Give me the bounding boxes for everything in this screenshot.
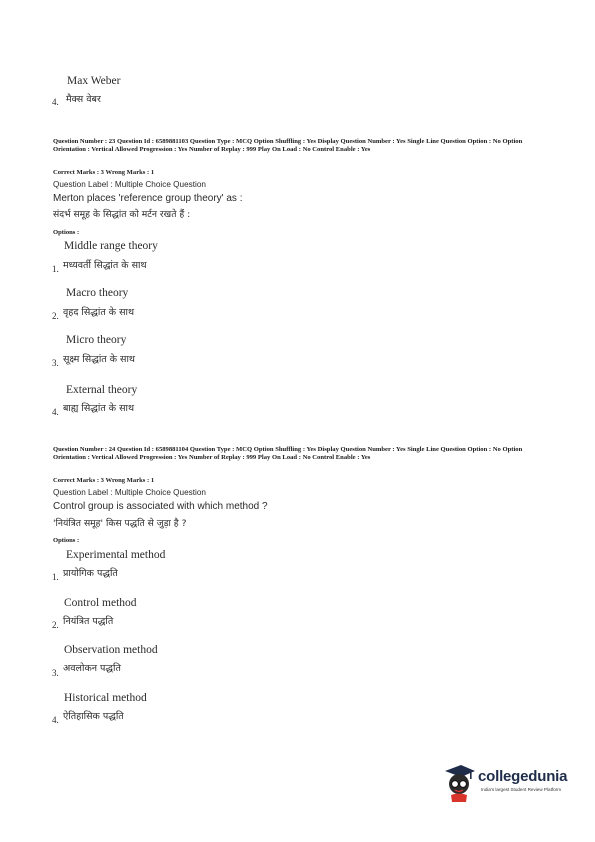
options-label: Options : <box>53 537 80 544</box>
option-text-hi: वृहद सिद्धांत के साथ <box>63 307 135 318</box>
question-text-en: Merton places 'reference group theory' as : <box>53 193 243 204</box>
question-marks: Correct Marks : 3 Wrong Marks : 1 <box>53 477 155 484</box>
mascot-icon <box>441 762 477 802</box>
option-number: 4. <box>52 97 59 107</box>
option-text-hi: ऐतिहासिक पद्धति <box>63 711 124 722</box>
question-meta: Question Number : 24 Question Id : 6589881104 Question Type : MCQ Option Shuffling : Yes Display Question Number : Yes Single Line Question Option : No Option Orientation : Vertical Allowed Progression : Yes Number of Replay : 999 Play On Load : No Control Enable : Yes <box>53 446 523 461</box>
option-text-en: Micro theory <box>66 334 127 346</box>
option-text-en: Control method <box>64 597 137 609</box>
question-text-hi: 'नियंत्रित समूह' किस पद्धति से जुड़ा है ? <box>53 518 187 529</box>
brand-tagline: India's largest Student Review Platform <box>481 787 562 792</box>
option-text-en: Max Weber <box>67 75 121 87</box>
question-label: Question Label : Multiple Choice Question <box>53 180 206 189</box>
option-text-hi: प्रायोगिक पद्धति <box>63 568 118 579</box>
question-meta: Question Number : 23 Question Id : 6589881103 Question Type : MCQ Option Shuffling : Yes Display Question Number : Yes Single Line Question Option : No Option Orientation : Vertical Allowed Progression : Yes Number of Replay : 999 Play On Load : No Control Enable : Yes <box>53 138 523 153</box>
question-label: Question Label : Multiple Choice Question <box>53 488 206 497</box>
options-label: Options : <box>53 229 80 236</box>
option-text-en: Experimental method <box>66 549 166 561</box>
option-text-en: Historical method <box>64 692 147 704</box>
question-marks: Correct Marks : 3 Wrong Marks : 1 <box>53 169 155 176</box>
option-text-en: Macro theory <box>66 287 129 299</box>
option-number: 1. <box>52 264 59 274</box>
question-text-en: Control group is associated with which method ? <box>53 501 268 512</box>
option-number: 2. <box>52 311 59 321</box>
option-number: 4. <box>52 407 59 417</box>
brand-name: collegedunia <box>478 768 568 785</box>
option-number: 3. <box>52 668 59 678</box>
option-number: 3. <box>52 358 59 368</box>
option-text-hi: नियंत्रित पद्धति <box>63 616 114 627</box>
option-text-hi: मैक्स वेबर <box>66 94 101 105</box>
option-text-hi: अवलोकन पद्धति <box>63 663 121 674</box>
option-text-hi: सूक्ष्म सिद्धांत के साथ <box>63 354 135 365</box>
collegedunia-logo <box>441 762 586 804</box>
option-text-en: Observation method <box>64 644 158 656</box>
option-number: 4. <box>52 715 59 725</box>
option-text-hi: बाह्य सिद्धांत के साथ <box>63 403 135 414</box>
option-text-hi: मध्यवर्ती सिद्धांत के साथ <box>63 260 147 271</box>
option-text-en: Middle range theory <box>64 240 158 252</box>
option-number: 1. <box>52 572 59 582</box>
option-text-en: External theory <box>66 384 138 396</box>
question-text-hi: संदर्भ समूह के सिद्धांत को मर्टन रखते हैं : <box>53 209 191 220</box>
option-number: 2. <box>52 620 59 630</box>
